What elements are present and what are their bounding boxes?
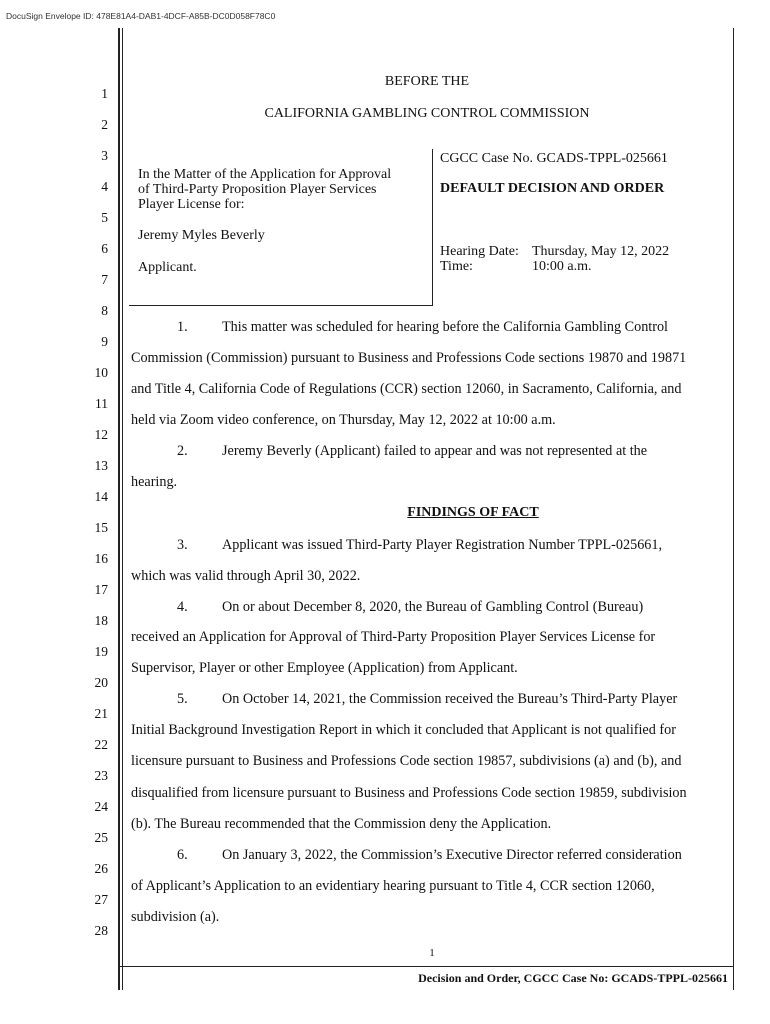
line-number: 20 xyxy=(94,675,108,690)
header-before-the: BEFORE THE xyxy=(384,74,470,89)
line-number: 7 xyxy=(101,272,108,287)
line-number: 15 xyxy=(94,520,108,535)
line-number: 11 xyxy=(95,396,108,411)
line-number: 17 xyxy=(94,582,108,597)
paragraph-1-line: Commission (Commission) pursuant to Business and Professions Code sections 19870 and 19871 xyxy=(131,350,687,366)
footer-rule xyxy=(120,966,734,967)
paragraph-3-line: Applicant was issued Third-Party Player Registration Number TPPL-025661, xyxy=(222,537,663,553)
paragraph-1-line: This matter was scheduled for hearing before the California Gambling Control xyxy=(222,319,668,335)
line-number: 18 xyxy=(94,613,108,628)
line-number: 8 xyxy=(101,303,108,318)
caption-matter-line: In the Matter of the Application for Approval xyxy=(138,167,392,182)
caption-applicant-name: Jeremy Myles Beverly xyxy=(138,228,265,243)
line-number: 22 xyxy=(94,737,108,752)
footer-caption: Decision and Order, CGCC Case No: GCADS-TPPL-025661 xyxy=(418,971,728,985)
line-number: 3 xyxy=(101,148,108,163)
paragraph-5-line: licensure pursuant to Business and Professions Code section 19857, subdivisions (a) and (b), and xyxy=(131,753,682,769)
paragraph-3-line: which was valid through April 30, 2022. xyxy=(131,568,361,584)
paragraph-number: 5. xyxy=(177,691,188,707)
line-number: 1 xyxy=(101,86,108,101)
paragraph-number: 4. xyxy=(177,599,188,615)
caption-matter-line: of Third-Party Proposition Player Services xyxy=(138,182,377,197)
page-number: 1 xyxy=(429,947,435,959)
line-number: 5 xyxy=(101,210,108,225)
docusign-envelope-id: DocuSign Envelope ID: 478E81A4-DAB1-4DCF-A85B-DC0D058F78C0 xyxy=(6,11,276,21)
line-number: 28 xyxy=(94,923,108,938)
line-number: 25 xyxy=(94,830,108,845)
paragraph-4-line: Supervisor, Player or other Employee (Application) from Applicant. xyxy=(131,660,518,676)
line-number: 24 xyxy=(94,799,108,814)
line-number: 27 xyxy=(94,892,108,907)
document-title: DEFAULT DECISION AND ORDER xyxy=(440,181,665,196)
paragraph-5-line: On October 14, 2021, the Commission received the Bureau’s Third-Party Player xyxy=(222,691,678,707)
paragraph-4-line: received an Application for Approval of Third-Party Proposition Player Services License for xyxy=(131,629,656,645)
line-number: 23 xyxy=(94,768,108,783)
line-number: 10 xyxy=(94,365,108,380)
line-number: 9 xyxy=(101,334,108,349)
paragraph-number: 1. xyxy=(177,319,188,335)
paragraph-number: 6. xyxy=(177,847,188,863)
paragraph-2-line: Jeremy Beverly (Applicant) failed to appear and was not represented at the xyxy=(222,443,648,459)
paragraph-4-line: On or about December 8, 2020, the Bureau of Gambling Control (Bureau) xyxy=(222,599,644,615)
paragraph-5-line: Initial Background Investigation Report in which it concluded that Applicant is not qualified for xyxy=(131,722,676,738)
caption-matter-line: Player License for: xyxy=(138,197,245,212)
caption-applicant-role: Applicant. xyxy=(138,260,197,275)
line-number: 12 xyxy=(94,427,108,442)
time-label: Time: xyxy=(440,259,473,274)
paragraph-2-line: hearing. xyxy=(131,474,178,490)
header-commission: CALIFORNIA GAMBLING CONTROL COMMISSION xyxy=(264,106,590,121)
line-number: 6 xyxy=(101,241,108,256)
paragraph-1-line: held via Zoom video conference, on Thursday, May 12, 2022 at 10:00 a.m. xyxy=(131,412,556,428)
line-number: 19 xyxy=(94,644,108,659)
paragraph-5-line: disqualified from licensure pursuant to Business and Professions Code section 19859, subdivision xyxy=(131,785,687,801)
paragraph-6-line: subdivision (a). xyxy=(131,909,220,925)
paragraph-5-line: (b). The Bureau recommended that the Commission deny the Application. xyxy=(131,816,552,832)
findings-of-fact-heading: FINDINGS OF FACT xyxy=(407,505,539,520)
line-number: 13 xyxy=(94,458,108,473)
line-number: 21 xyxy=(94,706,108,721)
line-number: 14 xyxy=(94,489,108,504)
line-number: 2 xyxy=(101,117,108,132)
hearing-date-value: Thursday, May 12, 2022 xyxy=(532,244,670,259)
time-value: 10:00 a.m. xyxy=(532,259,592,274)
paragraph-number: 2. xyxy=(177,443,188,459)
paragraph-6-line: On January 3, 2022, the Commission’s Executive Director referred consideration xyxy=(222,847,682,863)
paragraph-1-line: and Title 4, California Code of Regulations (CCR) section 12060, in Sacramento, California, and xyxy=(131,381,682,397)
case-number: CGCC Case No. GCADS-TPPL-025661 xyxy=(440,151,668,166)
hearing-date-label: Hearing Date: xyxy=(440,244,519,259)
line-number: 26 xyxy=(94,861,108,876)
line-number: 4 xyxy=(101,179,108,194)
line-number: 16 xyxy=(94,551,108,566)
paragraph-6-line: of Applicant’s Application to an evidentiary hearing pursuant to Title 4, CCR section 12060, xyxy=(131,878,655,894)
paragraph-number: 3. xyxy=(177,537,188,553)
